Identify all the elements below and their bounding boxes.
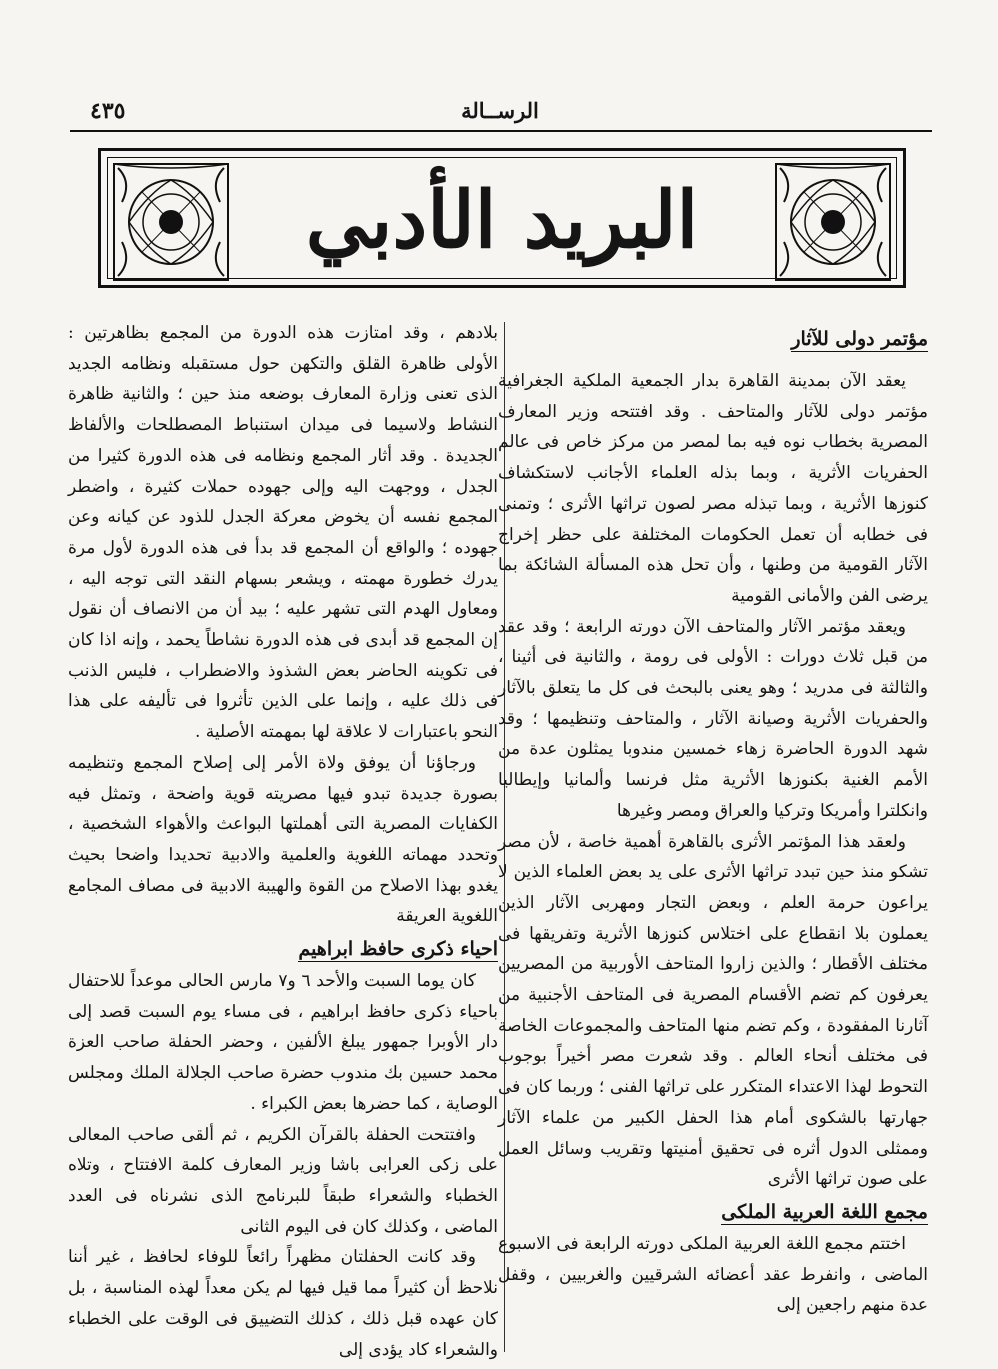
article-paragraph: يعقد الآن بمدينة القاهرة بدار الجمعية الملكية الجغرافية مؤتمر دولى للآثار والمتاحف . وقد افتتحه وزير المعارف المصرية بخطاب نوه فيه بما لمصر من مركز خاص فى عالم الحفريات الأثرية ، وبما بذله العلماء الأجانب لاستكشاف كنوزها الأثرية ، وبما تبذله مصر لصون تراثها الأثرى ؛ وتمنى فى خطابه أن تعمل الحكومات المختلفة على حظر إخراج الآثار القومية من وطنها ، وأن تحل هذه المسألة الشائكة بما يرضى الفن والأمانى القومية: [498, 371, 928, 606]
article-paragraph: اختتم مجمع اللغة العربية الملكى دورته الرابعة فى الاسبوع الماضى ، وانفرط عقد أعضائه الشرقيين والغربيين ، وقفل عدة منهم راجعين إلى: [498, 1233, 928, 1316]
article-paragraph: بلادهم ، وقد امتازت هذه الدورة من المجمع بظاهرتين : الأولى ظاهرة القلق والتكهن حول مستقبله ونظامه الجديد الذى تعنى وزارة المعارف بوضعه منذ حين ؛ والثانية ظاهرة النشاط ولاسيما فى ميدان استنباط المصطلحات والألفاظ الجديدة . وقد أثار المجمع ونظامه فى هذه الدورة كثيرا من الجدل ، ووجهت اليه وإلى جهوده حملات كثيرة ، واضطر المجمع نفسه أن يخوض معركة الجدل للذود عن كيانه وعن جهوده ؛ والواقع أن المجمع قد بدأ فى هذه الدورة لأول مرة يدرك خطورة مهمته ، ويشعر بسهام النقد التى توجه اليه ، ومعاول الهدم التى تشهر عليه ؛ بيد أن من الانصاف أن نقول إن المجمع قد أبدى فى هذه الدورة نشاطاً يحمد ، وإنه اذا كان فى تكوينه الحاضر بعض الشذوذ والاضطراب ، فليس الذنب فى ذلك عليه ، وإنما على الذين تأثروا فى تأليفه على هذا النحو باعتبارات لا علاقة لها بمهمته الأصلية .: [68, 323, 498, 743]
section-title-archaeology-congress: مؤتمر دولى للآثار: [791, 328, 928, 350]
section-title-arabic-academy: مجمع اللغة العربية الملكى: [721, 1200, 928, 1223]
journal-name: الرســالة: [461, 98, 539, 123]
arabesque-ornament-icon: [112, 162, 230, 282]
article-paragraph: وافتتحت الحفلة بالقرآن الكريم ، ثم ألقى صاحب المعالى على زكى العرابى باشا وزير المعارف كلمة الافتتاح ، وتلاه الخطباء والشعراء طبقاً للبرنامج الذى نشرناه فى العدد الماضى ، وكذلك كان فى اليوم الثانى: [68, 1124, 498, 1237]
article-paragraph: كان يوما السبت والأحد ٦ و٧ مارس الحالى موعداً للاحتفال باحياء ذكرى حافظ ابراهيم ، فى مساء يوم السبت قصد إلى دار الأوبرا جمهور يبلغ الألفين ، وحضر الحفلة صاحب العزة محمد حسين بك مندوب حضرة صاحب الجلالة الملك ومجلس الوصاية ، كما حضرها بعض الكبراء .: [68, 971, 498, 1114]
running-head: [70, 98, 930, 128]
masthead-title: البريد الأدبي: [305, 175, 699, 266]
article-paragraph: ولعقد هذا المؤتمر الأثرى بالقاهرة أهمية خاصة ، لأن مصر تشكو منذ حين تبدد تراثها الأثرى على يد بعض العلماء الذين لا يراعون حرمة العلم ، وبعض التجار ومهربى الآثار الذين يعملون بلا انقطاع على اختلاس كنوزها الأثرية وتفريقها فى مختلف الأقطار ؛ والذين زاروا المتاحف الأوربية من المصريين يعرفون كم تضم الأقسام المصرية فى المتاحف الأجنبية من آثارنا المفقودة ، وكم تضم منها المتاحف والمجموعات الخاصة فى مختلف أنحاء العالم . وقد شعرت مصر أخيراً بوجوب التحوط لهذا الاعتداء المتكرر على تراثها الفنى ؛ وربما كان فى جهارتها بالشكوى أمام هذا الحفل الكبير من علماء الآثار وممثلى الدول أثره فى تحقيق أمنيتها وتقريب وسائل العمل على صون تراثها الأثرى: [498, 831, 928, 1190]
page-number: ٤٣٥: [90, 98, 126, 124]
arabesque-ornament-icon: [774, 162, 892, 282]
header-rule: [70, 130, 932, 132]
left-column: [68, 318, 498, 1365]
article-paragraph: وقد كانت الحفلتان مظهراً رائعاً للوفاء لحافظ ، غير أننا نلاحظ أن كثيراً مما قيل فيها لم يكن معداً لهذه المناسبة ، بل كان عهده قبل ذلك ، كذلك التضييق فى الوقت على الخطباء والشعراء كاد يؤدى إلى: [68, 1247, 498, 1360]
masthead-banner: [98, 148, 906, 288]
masthead-frame: [107, 157, 897, 279]
section-title-hafez-memorial: احياء ذكرى حافظ ابراهيم: [298, 938, 498, 961]
right-column: [498, 318, 928, 1321]
article-paragraph: ورجاؤنا أن يوفق ولاة الأمر إلى إصلاح المجمع وتنظيمه بصورة جديدة تبدو فيها مصريته قوية واضحة ، وتمثل فيه الكفايات المصرية التى أهملتها البواعث والأهواء الشخصية ، وتحدد مهماته اللغوية والعلمية والادبية تحديدا واضحا بحيث يغدو بهذا الاصلاح من القوة والهيبة الادبية فى مصاف المجامع اللغوية العريقة: [68, 752, 498, 927]
article-paragraph: ويعقد مؤتمر الآثار والمتاحف الآن دورته الرابعة ؛ وقد عقد من قبل ثلاث دورات : الأولى فى رومة ، والثانية فى أثينا ، والثالثة فى مدريد ؛ وهو يعنى بالبحث فى كل ما يتعلق بالآثار والحفريات الأثرية وصيانة الآثار ، والمتاحف وتنظيمها ؛ وقد شهد الدورة الحاضرة زهاء خمسين مندوبا يمثلون عدة من الأمم الغنية بكنوزها الأثرية مثل فرنسا وألمانيا وإيطاليا وانكلترا وأمريكا وتركيا والعراق ومصر وغيرها: [498, 616, 928, 821]
